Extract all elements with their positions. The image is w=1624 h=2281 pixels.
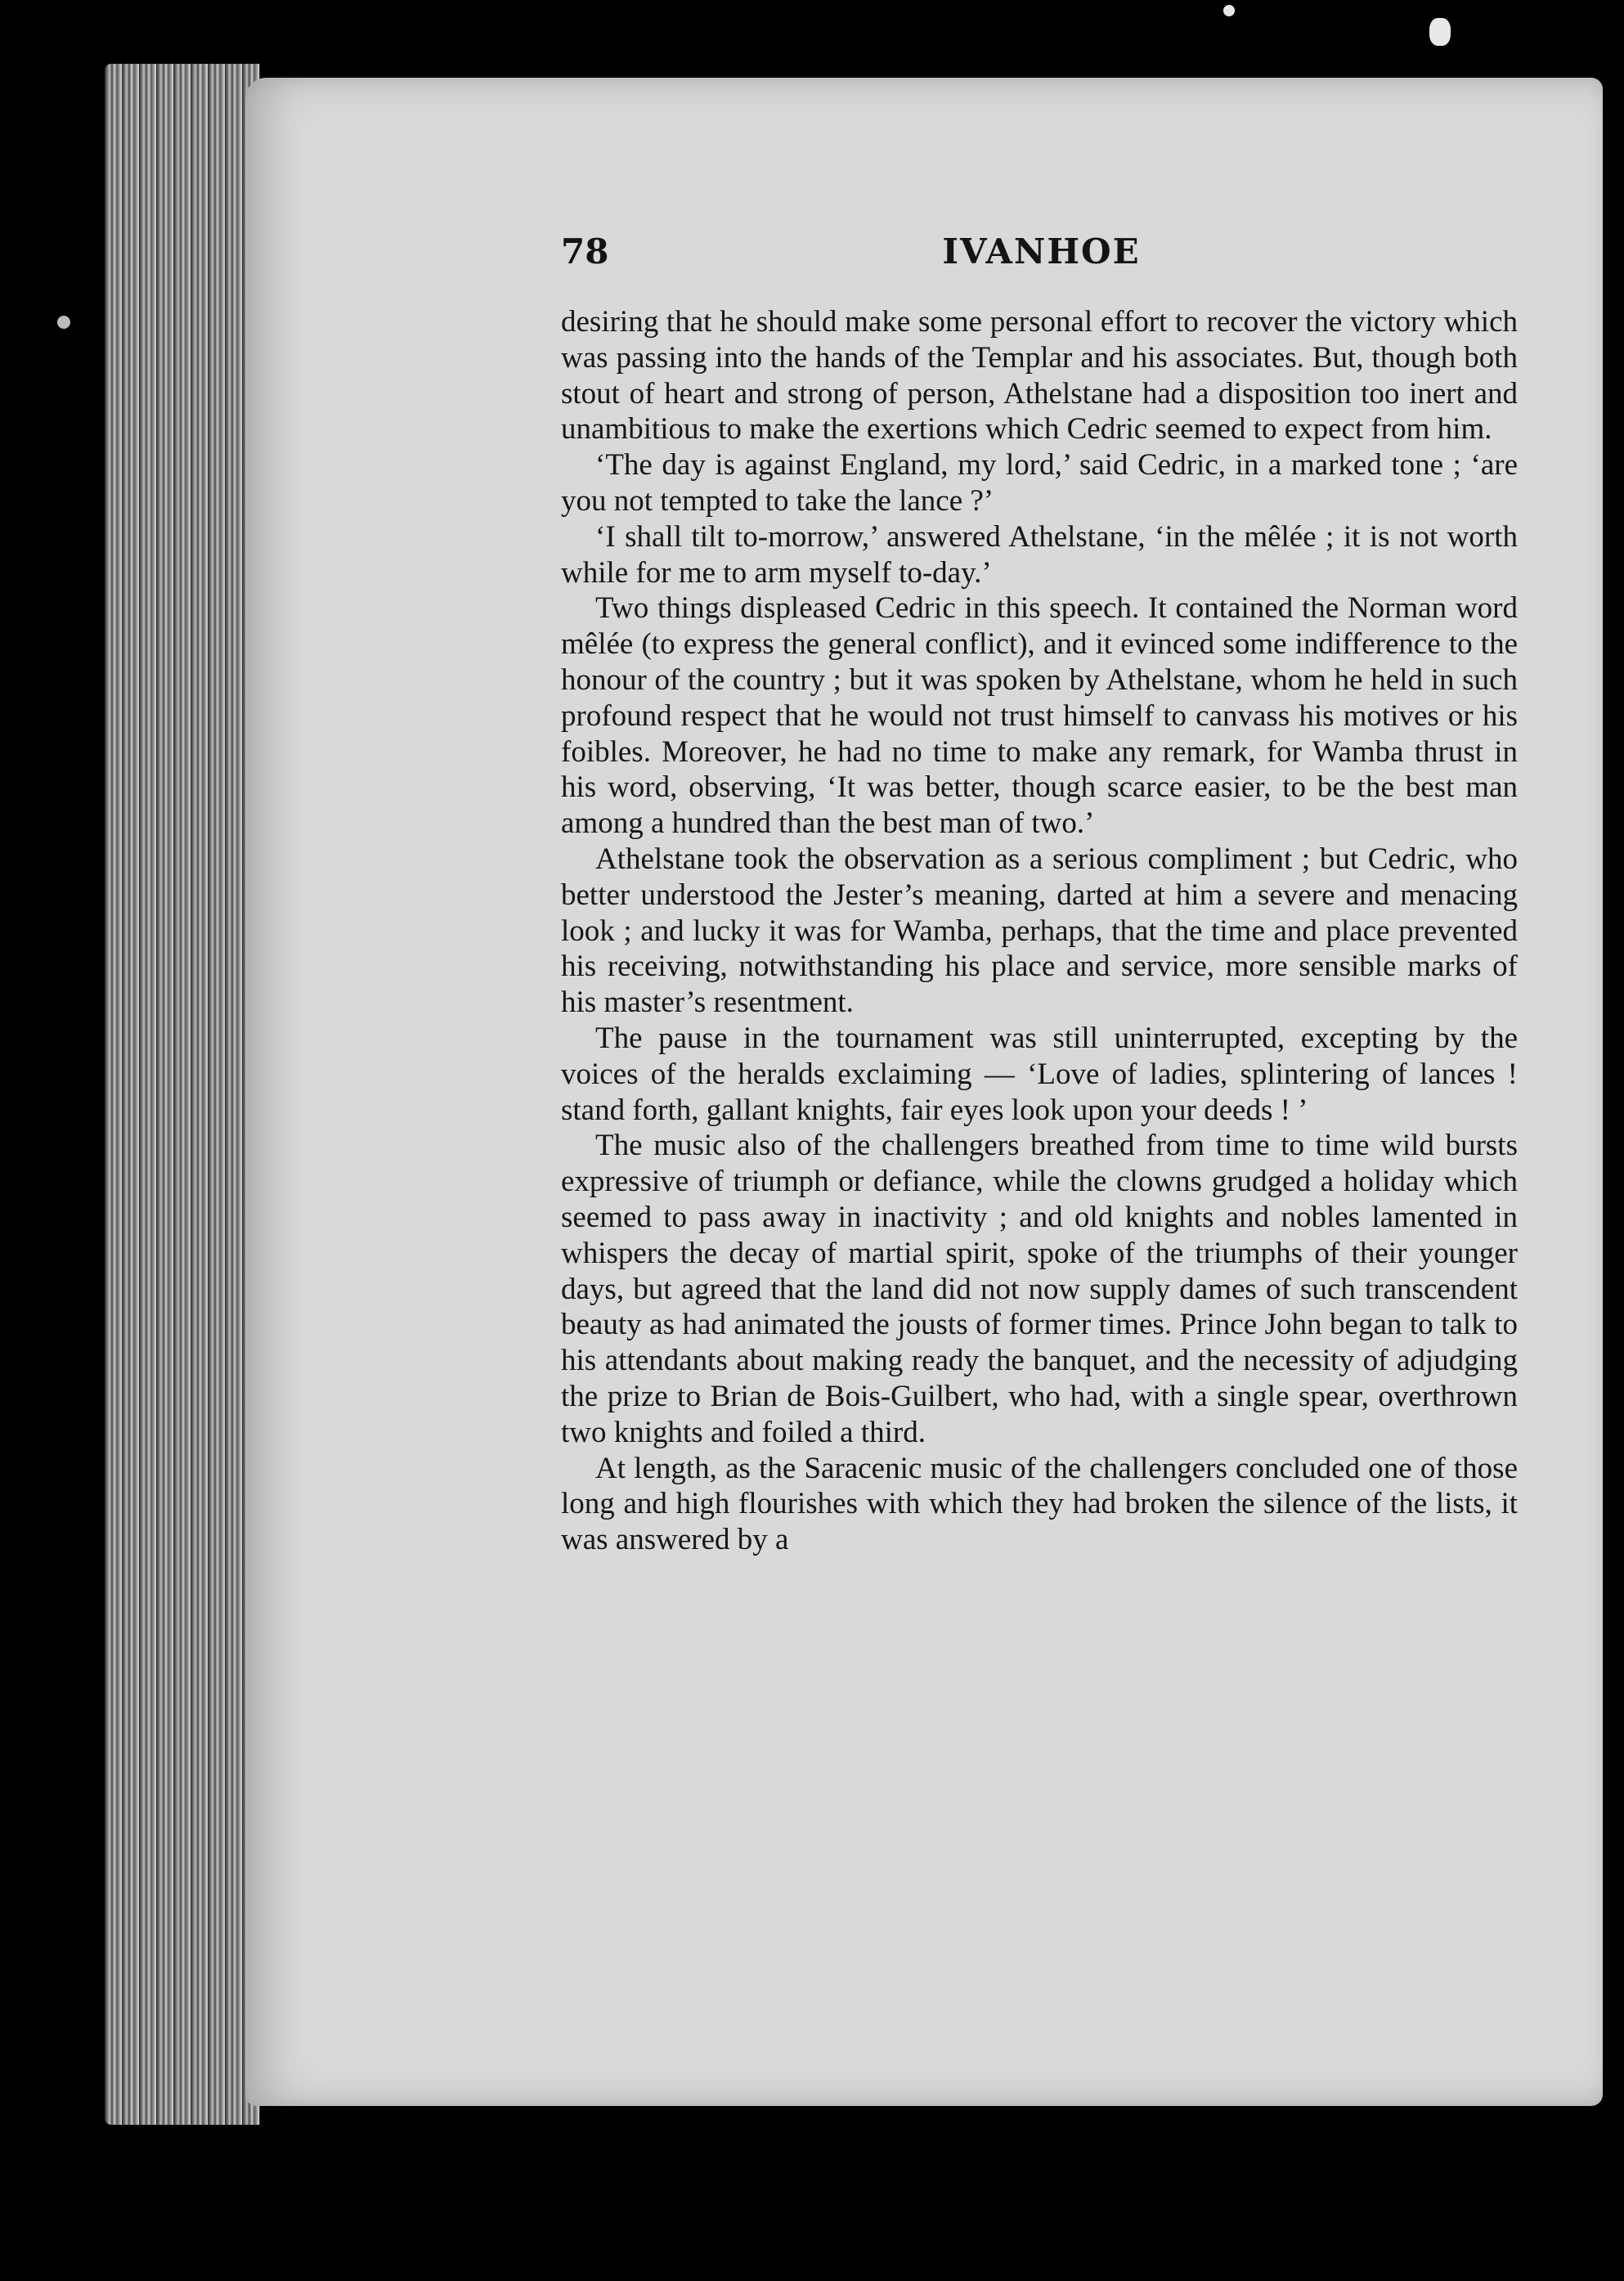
paragraph: The music also of the challengers breathed from time to time wild bursts expressive of triumph or defiance, while the clowns grudged a holiday which seemed to pass away in inactivity ; and old knights and nobles lamented in whispers the decay of martial spirit, spoke of the triumphs of their younger days, but agreed that the land did not now supply dames of such transcendent beauty as had animated the jousts of former times. Prince John began to talk to his attendants about making ready the banquet, and the necessity of adjudging the prize to Brian de Bois-Guilbert, who had, with a single spear, overthrown two knights and foiled a third. [561,1129,1518,1449]
book-page-edges [105,64,260,2125]
running-head-title: IVANHOE [942,231,1141,272]
paragraph: ‘The day is against England, my lord,’ said Cedric, in a marked tone ; ‘are you not tempted to take the lance ?’ [561,448,1518,518]
scan-speck [1429,18,1451,46]
paragraph: Athelstane took the observation as a serious compliment ; but Cedric, who better understood the Jester’s meaning, darted at him a severe and menacing look ; and lucky it was for Wamba, perhaps, that the time and place prevented his receiving, notwithstanding his place and service, more sensible marks of his master’s resentment. [561,842,1518,1020]
paragraph: At length, as the Saracenic music of the challengers concluded one of those long and high flourishes with which they had broken the silence of the lists, it was answered by a [561,1451,1518,1557]
paragraph: Two things displeased Cedric in this speech. It contained the Norman word mêlée (to express the general conflict), and it evinced some indifference to the honour of the country ; but it was spoken by Athelstane, whom he held in such profound respect that he would not trust himself to canvass his motives or his foibles. Moreover, he had no time to make any remark, for Wamba thrust in his word, observing, ‘It was better, though scarce easier, to be the best man among a hundred than the best man of two.’ [561,591,1518,841]
scan-speck [1223,5,1235,16]
scan-speck [57,316,70,329]
paragraph: desiring that he should make some personal effort to recover the victory which was passing into the hands of the Templar and his associates. But, though both stout of heart and strong of person, Athelstane had a disposition too inert and unambitious to make the exertions which Cedric seemed to expect from him. [561,305,1518,447]
body-text [561,304,1518,1558]
paragraph: The pause in the tournament was still uninterrupted, excepting by the voices of the heralds exclaiming — ‘Love of ladies, splintering of lances ! stand forth, gallant knights, fair eyes look upon your deeds ! ’ [561,1021,1518,1127]
page-header [561,231,1522,281]
paragraph: ‘I shall tilt to-morrow,’ answered Athelstane, ‘in the mêlée ; it is not worth while for me to arm myself to-day.’ [561,519,1518,590]
page-number: 78 [561,231,609,272]
